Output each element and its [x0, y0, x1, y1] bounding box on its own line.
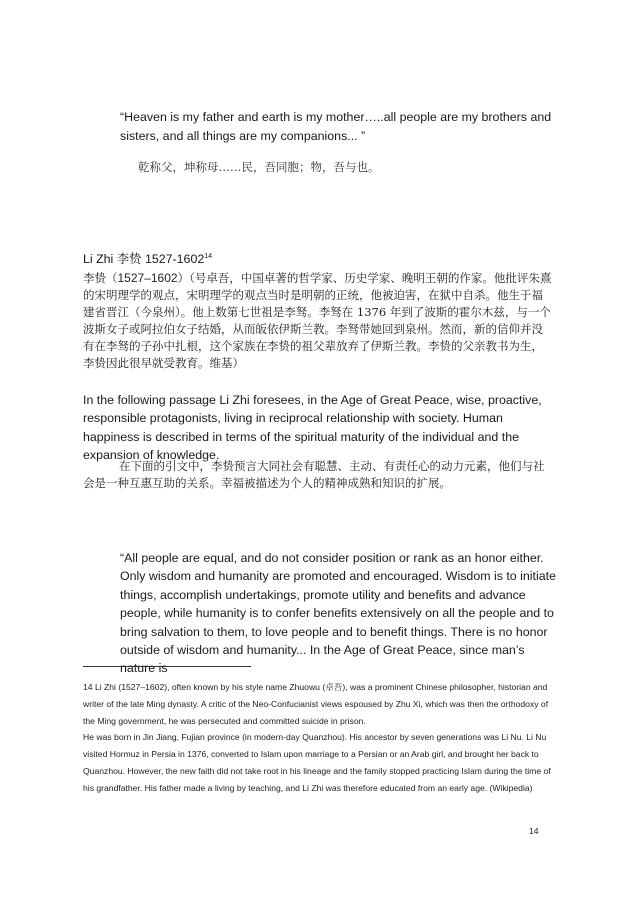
- opening-quote-chinese-text: 乾称父，坤称母……民，吾同胞；物，吾与也。: [138, 160, 380, 174]
- footnote-divider: [83, 666, 251, 667]
- biography-prefix: 李贽（: [83, 271, 118, 285]
- footnote-reference: 14: [204, 253, 213, 260]
- passage-chinese: [83, 458, 553, 493]
- biography-chinese-text: [83, 270, 553, 373]
- biography-dates: 1527–1602: [117, 271, 178, 285]
- li-zhi-quote: [120, 549, 560, 678]
- section-heading-text: Li Zhi 李贽 1527-1602: [83, 252, 205, 266]
- footnote-paragraph-1: 14 Li Zhi (1527–1602), often known by his style name Zhuowu (卓吾), was a prominent Chinese philosopher, historian and writer of the late Ming dynasty. A critic of the Neo-Confucianist views espoused by Zhu Xi, which was then the orthodoxy of the Ming government, he was persecuted and committed suicide in prison.: [83, 682, 549, 726]
- li-zhi-quote-text: “All people are equal, and do not consider position or rank as an honor either. Only wisdom and humanity are promoted and encouraged. Wisdom is to initiate things, accomplish undertakings, promote utility and benefits and advance people, while humanity is to confer benefits extensively on all the people and to bring salvation to them, to love people and to benefit things. There is no honor outside of wisdom and humanity... In the Age of Great Peace, since man’s nature is: [120, 551, 556, 676]
- section-heading: [83, 251, 212, 267]
- passage-english-text: In the following passage Li Zhi foresees, in the Age of Great Peace, wise, proactive, responsible protagonists, living in reciprocal relationship with society. Human happiness is described in terms of the spiritual maturity of the individual and the expansion of knowledge.: [83, 393, 542, 462]
- passage-chinese-text: 在下面的引文中，李贽预言大同社会有聪慧、主动、有责任心的动力元素，他们与社会是一种互惠互助的关系。幸福被描述为个人的精神成熟和知识的扩展。: [83, 459, 545, 491]
- footnote: [83, 679, 553, 797]
- page-number: 14: [529, 826, 539, 836]
- opening-quote-english-text: “Heaven is my father and earth is my mother…..all people are my brothers and sisters, and all things are my companions... ”: [120, 110, 552, 143]
- biography-chinese: [83, 270, 553, 373]
- passage-english: [83, 391, 553, 464]
- biography-body: ）（号卓吾，中国卓著的哲学家、历史学家、晚明王朝的作家。他批评朱熹的宋明理学的观点，宋明理学的观点当时是明朝的正统，他被迫害，在狱中自杀。他生于福建省晋江（今泉州）。他上数第七世祖是李驽。李驽在 1376 年到了波斯的霍尔木兹，与一个波斯女子或阿拉伯女子结婚，从而皈依伊斯兰教。李驽带她回到泉州。然而，新的信仰并没有在李驽的子孙中扎根，这个家族在李贽的祖父辈放弃了伊斯兰教。李贽的父亲教书为生，李贽因此很早就受教育。维基）: [83, 271, 552, 371]
- opening-quote-chinese: [138, 159, 558, 176]
- opening-quote-english: [120, 108, 560, 146]
- footnote-paragraph-2: He was born in Jin Jiang, Fujian province (in modern-day Quanzhou). His ancestor by seven generations was Li Nu. Li Nu visited Hormuz in Persia in 1376, converted to Islam upon marriage to a Persian or an Arab girl, and brought her back to Quanzhou. However, the new faith did not take root in his lineage and the family stopped practicing Islam during the time of his grandfather. His father made a living by teaching, and Li Zhi was therefore educated from an early age. (Wikipedia): [83, 732, 551, 793]
